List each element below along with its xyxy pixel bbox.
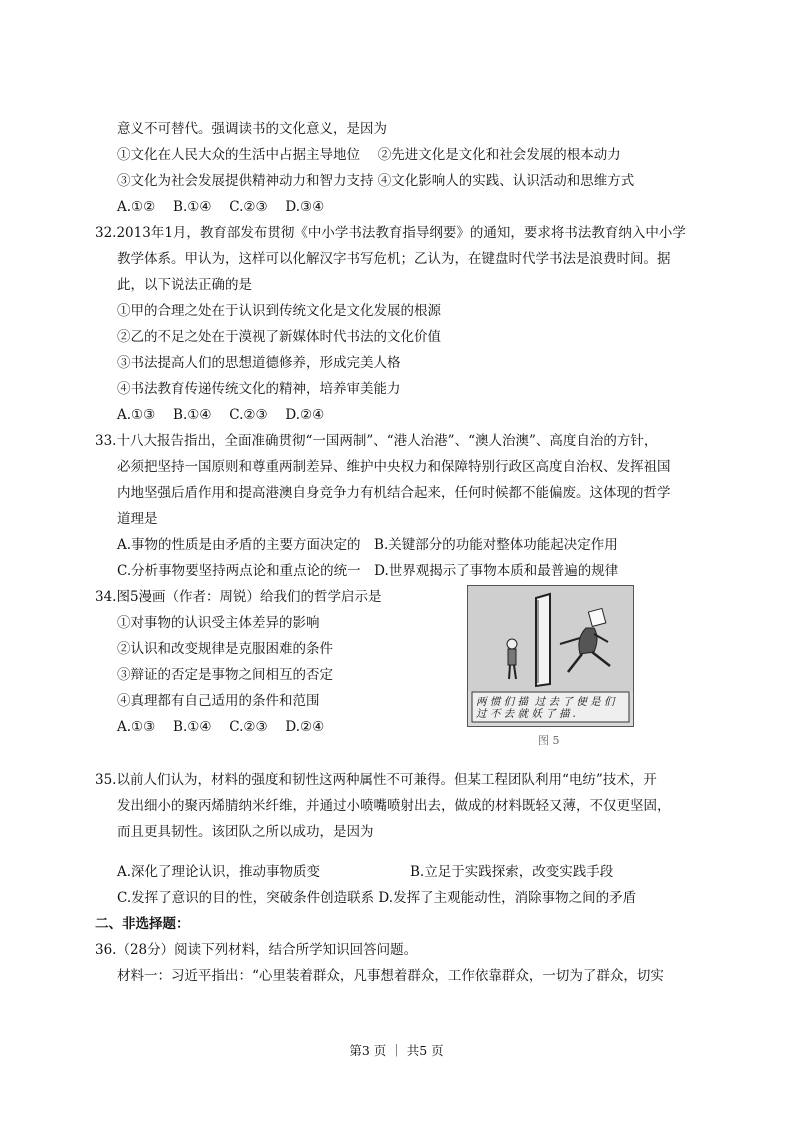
cartoon-caption: 两 惯 们 描 过 去 了 便 是 们 过 不 去 就 妖 了 描 . <box>476 696 615 720</box>
question-32-option: ④书法教育传递传统文化的精神，培养审美能力 <box>117 381 401 397</box>
question-33-stem: 道理是 <box>117 511 158 527</box>
question-34-option: ④真理都有自己适用的条件和范围 <box>117 693 320 709</box>
question-36-material: 材料一：习近平指出：“心里装着群众，凡事想着群众，工作依靠群众，一切为了群众，切实 <box>117 968 664 984</box>
question-34-option: ②认识和改变规律是克服困难的条件 <box>117 641 333 657</box>
question-35-option: A.深化了理论认识，推动事物质变 <box>117 864 321 880</box>
question-33-option: C.分析事物要坚持两点论和重点论的统一 D.世界观揭示了事物本质和最普遍的规律 <box>117 563 619 579</box>
text-line: 意义不可替代。强调读书的文化意义，是因为 <box>117 121 387 137</box>
answer-choices: A.①② B.①④ C.②③ D.③④ <box>117 199 325 215</box>
question-35-option: C.发挥了意识的目的性，突破条件创造联系 D.发挥了主观能动性，消除事物之间的矛盾 <box>117 890 637 906</box>
question-35-stem: 而且更具韧性。该团队之所以成功，是因为 <box>117 824 374 840</box>
figure-label: 图 5 <box>538 734 560 747</box>
page-footer: 第3 页 ｜ 共5 页 <box>349 1043 444 1058</box>
cartoon-figure <box>467 585 634 727</box>
question-34-option: ③辩证的否定是事物之间相互的否定 <box>117 667 333 683</box>
question-36-stem: 36.（28分）阅读下列材料，结合所学知识回答问题。 <box>95 942 418 958</box>
question-32-stem: 此，以下说法正确的是 <box>117 277 252 293</box>
question-35-option: B.立足于实践探索，改变实践手段 <box>410 864 614 880</box>
question-32-stem: 教学体系。甲认为，这样可以化解汉字书写危机；乙认为，在键盘时代学书法是浪费时间。据 <box>117 251 671 267</box>
question-34-option: ①对事物的认识受主体差异的影响 <box>117 615 320 631</box>
question-33-stem: 必须把坚持一国原则和尊重两制差异、维护中央权力和保障特别行政区高度自治权、发挥祖国 <box>117 459 671 475</box>
answer-choices: A.①③ B.①④ C.②③ D.②④ <box>117 719 325 735</box>
question-33-stem: 内地坚强后盾作用和提高港澳自身竞争力有机结合起来，任何时候都不能偏废。这体现的哲学 <box>117 485 671 501</box>
option-line: ①文化在人民大众的生活中占据主导地位 ②先进文化是文化和社会发展的根本动力 <box>117 147 621 163</box>
question-32-stem: 32.2013年1月，教育部发布贯彻《中小学书法教育指导纲要》的通知，要求将书法教育纳入中小学 <box>95 225 686 241</box>
question-35-stem: 35.以前人们认为，材料的强度和韧性这两种属性不可兼得。但某工程团队利用“电纺”技术，开 <box>95 772 657 788</box>
option-line: ③文化为社会发展提供精神动力和智力支持 ④文化影响人的实践、认识活动和思维方式 <box>117 173 635 189</box>
question-34-stem: 34.图5漫画（作者：周锐）给我们的哲学启示是 <box>95 589 382 605</box>
question-35-stem: 发出细小的聚丙烯腈纳米纤维，并通过小喷嘴喷射出去，做成的材料既轻又薄，不仅更坚固， <box>117 798 671 814</box>
section-heading: 二、非选择题： <box>95 916 190 932</box>
question-33-stem: 33.十八大报告指出，全面准确贯彻“一国两制”、“港人治港”、“澳人治澳”、高度自治的方针， <box>95 433 658 449</box>
question-32-option: ③书法提高人们的思想道德修养，形成完美人格 <box>117 355 401 371</box>
question-32-option: ①甲的合理之处在于认识到传统文化是文化发展的根源 <box>117 303 441 319</box>
answer-choices: A.①③ B.①④ C.②③ D.②④ <box>117 407 325 423</box>
question-32-option: ②乙的不足之处在于漠视了新媒体时代书法的文化价值 <box>117 329 441 345</box>
question-33-option: A.事物的性质是由矛盾的主要方面决定的 B.关键部分的功能对整体功能起决定作用 <box>117 537 618 553</box>
